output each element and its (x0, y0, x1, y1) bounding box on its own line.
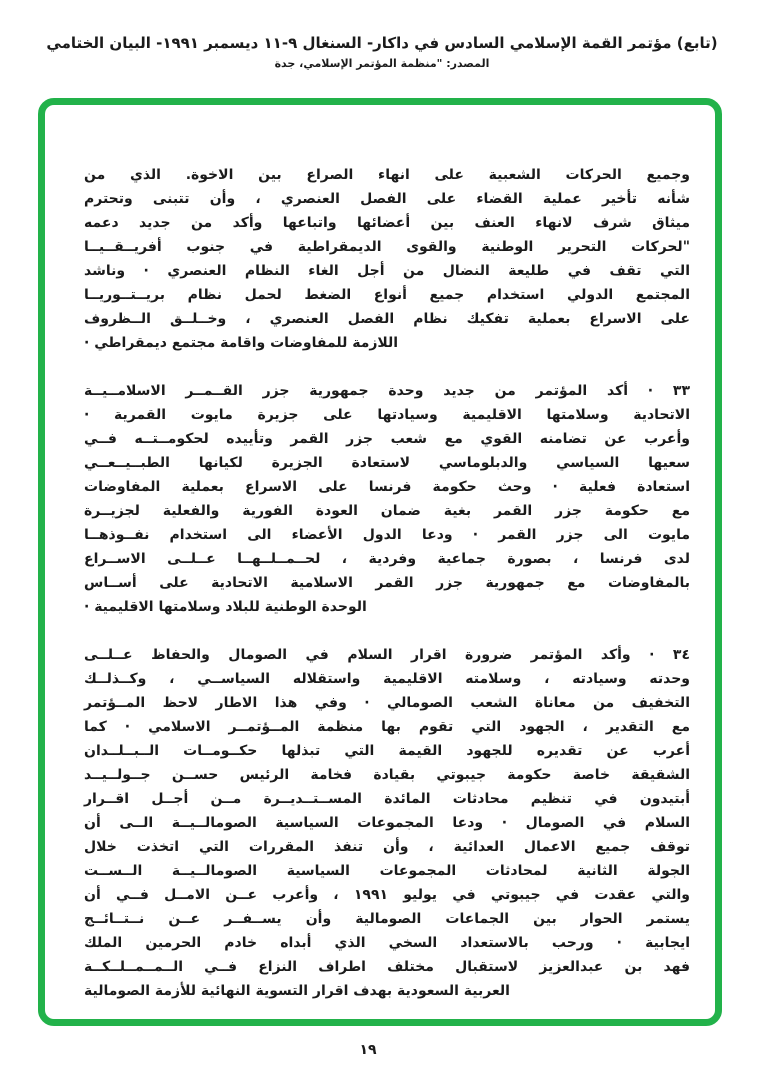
text-line: وحدته وسيادته ، وسلامته الاقليمية واستقلاله السياســي ، وكــذلــك (84, 671, 690, 687)
text-line: "لحركات التحرير الوطنية والقوى الديمقراطية في جنوب أفريــقــيــا (84, 239, 690, 255)
text-line: مع التقدير ، الجهود التي تقوم بها منظمة المــؤتمــر الاسلامي · كما (84, 719, 690, 735)
text-line: ايجابية · ورحب بالاستعداد السخي الذي أبداه خادم الحرمين الملك (84, 935, 690, 951)
header-title: (تابع) مؤتمر القمة الإسلامي السادس في داكار- السنغال ٩-١١ ديسمبر ١٩٩١- البيان الختامي (46, 34, 718, 52)
text-line: وأعرب عن تضامنه القوي مع شعب جزر القمر وتأييده لحكومــتــه فــي (84, 431, 690, 447)
text-line: الوحدة الوطنية للبلاد وسلامتها الاقليمية · (84, 599, 367, 615)
text-line: السلام في الصومال · ودعا المجموعات السياسية الصومالــيــة الــى أن (84, 815, 690, 831)
text-line: على الاسراع بعملية تفكيك نظام الفصل العنصري ، وخــلــق الــظروف (84, 311, 690, 327)
text-line: الجولة الثانية لمحادثات المجموعات السياسية الصومالــيــة الــســت (84, 863, 690, 879)
text-line: سعيها السياسي والدبلوماسي لاستعادة الجزيرة لكيانها الطبــيــعــي (84, 455, 690, 471)
text-line: العربية السعودية بهدف اقرار التسوية النهائية للأزمة الصومالية (84, 983, 510, 999)
header (0, 34, 764, 70)
text-line: شأنه تأخير عملية القضاء على الفصل العنصري ، وأن تتبنى وتحترم (84, 191, 690, 207)
text-line: ميثاق شرف لانهاء العنف بين أعضائها واتباعها وأكد من جديد دعمه (84, 215, 690, 231)
text-line: مع حكومة جزر القمر بغية ضمان العودة الفورية والفعلية لجزيــرة (84, 503, 690, 519)
text-line: توقف جميع الاعمال العدائية ، وأن تنفذ المقررات التي اتخذت خلال (84, 839, 690, 855)
text-line: يستمر الحوار بين الجماعات الصومالية وأن يســفــر عــن نــتــائــج (84, 911, 690, 927)
text-line: التخفيف من معاناة الشعب الصومالي · وفي هذا الاطار لاحظ المــؤتمر (84, 695, 690, 711)
page-number: ١٩ (359, 1042, 377, 1058)
text-line: والتي عقدت في جيبوتي في يوليو ١٩٩١ ، وأعرب عــن الامــل فــي أن (84, 887, 690, 903)
text-line: الشقيقة خاصة حكومة جيبوتي بقيادة فخامة الرئيس حســن جــولــيــد (84, 767, 690, 783)
text-line: وجميع الحركات الشعبية على انهاء الصراع بين الاخوة. الذي من (84, 167, 690, 183)
text-line: ٣٤ · وأكد المؤتمر ضرورة اقرار السلام في الصومال والحفاظ عــلــى (84, 647, 690, 663)
text-line: اللازمة للمفاوضات واقامة مجتمع ديمقراطي · (84, 335, 399, 351)
paragraph-34 (84, 643, 690, 1003)
text-line: أعرب عن تقديره للجهود القيمة التي تبذلها حكــومــات الــبــلــدان (84, 743, 690, 759)
text-line: الاتحادية وسلامتها الاقليمية وسيادتها على جزيرة مايوت القمرية · (84, 407, 690, 423)
paragraph-33 (84, 379, 690, 619)
text-line: المجتمع الدولي استخدام جميع أنواع الضغط لحمل نظام بريــتــوريــا (84, 287, 690, 303)
text-line: التي تقف في طليعة النضال من أجل الغاء النظام العنصري · وناشد (84, 263, 690, 279)
header-source: المصدر: "منظمة المؤتمر الإسلامي، جدة (274, 57, 490, 70)
text-line: لدى فرنسا ، بصورة جماعية وفردية ، لحــمــلــهــا عــلــى الاســراع (84, 551, 690, 567)
text-line: مايوت الى جزر القمر · ودعا الدول الأعضاء الى استخدام نفــوذهــا (84, 527, 690, 543)
text-line: بالمفاوضات مع جمهورية جزر القمر الاسلامية الاتحادية على أســاس (84, 575, 690, 591)
body-text (84, 163, 690, 1027)
paragraph-continuation (84, 163, 690, 355)
text-line: فهد بن عبدالعزيز لاستقبال مختلف اطراف النزاع فــي الــمــمــلــكــة (84, 959, 690, 975)
text-line: أبتيدون في تنظيم محادثات المائدة المســتــديــرة مــن أجــل اقــرار (84, 791, 690, 807)
text-line: ٣٣ · أكد المؤتمر من جديد وحدة جمهورية جزر القــمــر الاسلامــيــة (84, 383, 690, 399)
text-line: استعادة فعلية · وحث حكومة فرنسا على الاسراع بعملية المفاوضات (84, 479, 690, 495)
